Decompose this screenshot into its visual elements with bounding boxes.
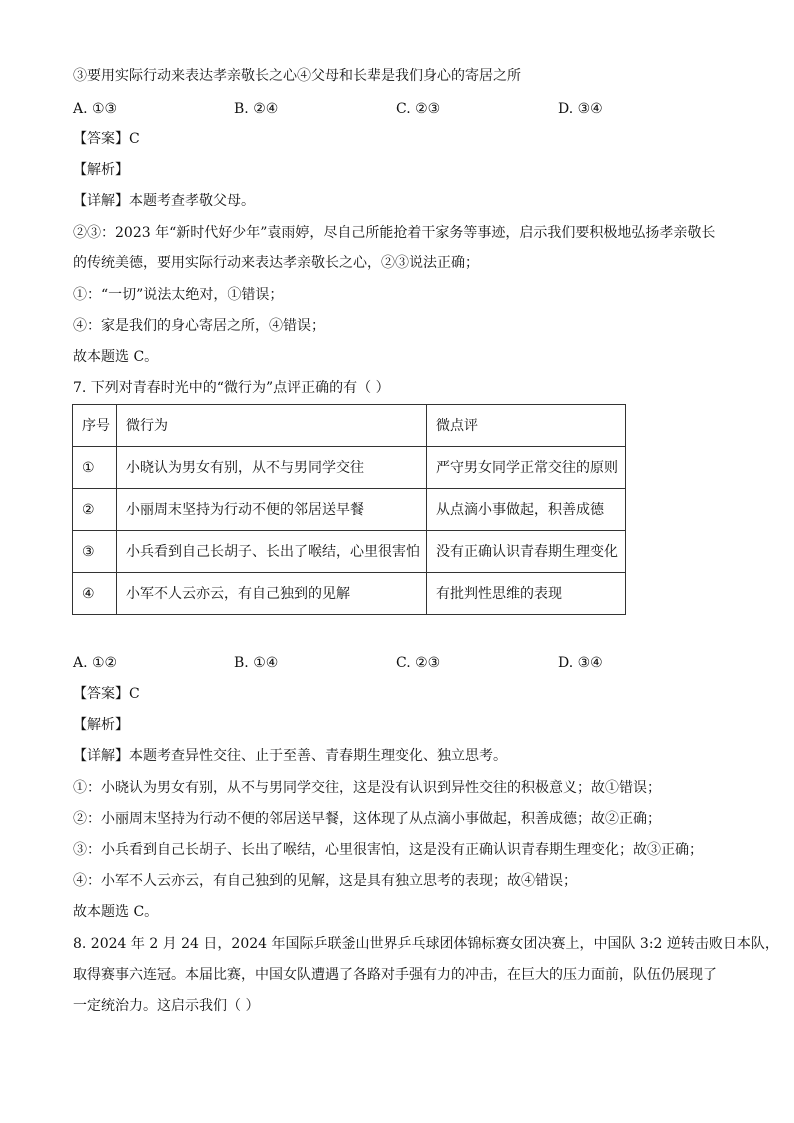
- header-behavior: 微行为: [117, 405, 427, 447]
- q7-explanation-3: ③：小兵看到自己长胡子、长出了喉结，心里很害怕，这是没有正确认识青春期生理变化；故③正确；: [73, 842, 703, 858]
- q7-options: [73, 653, 723, 673]
- row-index: ③: [73, 531, 117, 573]
- row-behavior: 小军不人云亦云，有自己独到的见解: [117, 573, 427, 615]
- q7-option-b: B. ①④: [234, 655, 279, 671]
- q7-answer: 【答案】C: [73, 686, 140, 702]
- row-behavior: 小兵看到自己长胡子、长出了喉结，心里很害怕: [117, 531, 427, 573]
- q6-analysis-label: 【解析】: [73, 162, 129, 178]
- q7-conclusion: 故本题选 C。: [73, 904, 159, 920]
- table-row: [73, 531, 626, 573]
- q6-option-line: ③要用实际行动来表达孝亲敬长之心④父母和长辈是我们身心的寄居之所: [73, 68, 521, 84]
- q7-detail: 【详解】本题考查异性交往、止于至善、青春期生理变化、独立思考。: [73, 748, 507, 764]
- q8-stem-line-2: 取得赛事六连冠。本届比赛，中国女队遭遇了各路对手强有力的冲击，在巨大的压力面前，队伍仍展现了: [73, 967, 717, 983]
- q8-stem-line-1: 8. 2024 年 2 月 24 日，2024 年国际乒联釜山世界乒乓球团体锦标赛女团决赛上，中国队 3:2 逆转击败日本队，: [73, 936, 779, 952]
- q6-explanation-1b: 的传统美德，要用实际行动来表达孝亲敬长之心，②③说法正确；: [73, 255, 479, 271]
- q7-option-a: A. ①②: [73, 655, 118, 671]
- row-comment: 严守男女同学正常交往的原则: [427, 447, 626, 489]
- header-comment: 微点评: [427, 405, 626, 447]
- q7-option-d: D. ③④: [558, 655, 603, 671]
- table-header-row: [73, 405, 626, 447]
- q8-stem-line-3: 一定统治力。这启示我们（ ）: [73, 998, 260, 1014]
- q7-explanation-4: ④：小军不人云亦云，有自己独到的见解，这是具有独立思考的表现；故④错误；: [73, 873, 577, 889]
- q7-analysis-label: 【解析】: [73, 717, 129, 733]
- q6-explanation-2: ①：“一切”说法太绝对，①错误；: [73, 287, 284, 303]
- q6-options: [73, 99, 723, 119]
- q6-detail: 【详解】本题考查孝敬父母。: [73, 193, 255, 209]
- q6-option-c: C. ②③: [396, 101, 441, 117]
- row-behavior: 小晓认为男女有别，从不与男同学交往: [117, 447, 427, 489]
- q6-explanation-1a: ②③：2023 年“新时代好少年”袁雨婷，尽自己所能抢着干家务等事迹，启示我们要积极地弘扬孝亲敬长: [73, 225, 716, 241]
- row-index: ④: [73, 573, 117, 615]
- table-row: [73, 573, 626, 615]
- row-index: ②: [73, 489, 117, 531]
- q7-explanation-2: ②：小丽周末坚持为行动不便的邻居送早餐，这体现了从点滴小事做起，积善成德；故②正确；: [73, 811, 661, 827]
- q6-option-b: B. ②④: [234, 101, 279, 117]
- row-comment: 没有正确认识青春期生理变化: [427, 531, 626, 573]
- row-comment: 从点滴小事做起，积善成德: [427, 489, 626, 531]
- table-row: [73, 489, 626, 531]
- row-comment: 有批判性思维的表现: [427, 573, 626, 615]
- q7-explanation-1: ①：小晓认为男女有别，从不与男同学交往，这是没有认识到异性交往的积极意义；故①错误；: [73, 780, 661, 796]
- q6-explanation-3: ④：家是我们的身心寄居之所，④错误；: [73, 318, 325, 334]
- table-row: [73, 447, 626, 489]
- header-index: 序号: [73, 405, 117, 447]
- q6-answer: 【答案】C: [73, 131, 140, 147]
- row-behavior: 小丽周末坚持为行动不便的邻居送早餐: [117, 489, 427, 531]
- q7-stem: 7. 下列对青春时光中的“微行为”点评正确的有（ ）: [73, 380, 390, 396]
- q7-option-c: C. ②③: [396, 655, 441, 671]
- q7-micro-behavior-table: [72, 404, 626, 615]
- q6-conclusion: 故本题选 C。: [73, 349, 159, 365]
- q6-option-a: A. ①③: [73, 101, 118, 117]
- q6-option-d: D. ③④: [558, 101, 603, 117]
- row-index: ①: [73, 447, 117, 489]
